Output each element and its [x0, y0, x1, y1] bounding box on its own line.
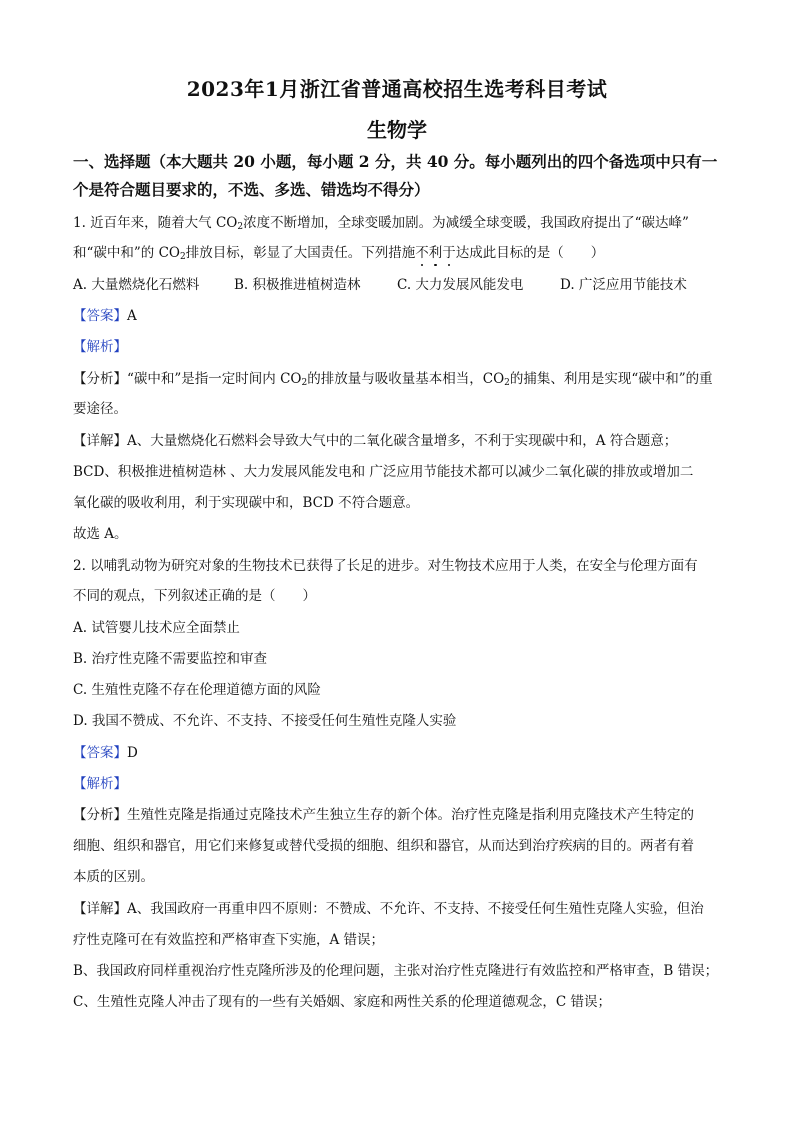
exam-title: 2023年1月浙江省普通高校招生选考科目考试 [186, 77, 608, 101]
q1-stem-text: 和“碳中和”的 CO [73, 245, 180, 261]
subscript: 2 [504, 378, 510, 388]
section-heading-line-2: 个是符合题目要求的，不选、多选、错选均不得分） [73, 180, 430, 199]
q2-stem-line-1: 2. 以哺乳动物为研究对象的生物技术已获得了长足的进步。对生物技术应用于人类，在安全与伦理方面有 [73, 558, 698, 574]
q2-xiangjie-line-4: C、生殖性克隆人冲击了现有的一些有关婚姻、家庭和两性关系的伦理道德观念，C 错误； [73, 994, 611, 1010]
subject-title: 生物学 [367, 118, 427, 142]
q1-conclusion: 故选 A。 [73, 526, 128, 542]
q1-answer [73, 306, 723, 326]
text: A、我国政府一再重申四不原则：不赞成、不允许、不支持、不接受任何生殖性克隆人实验，但治 [127, 901, 704, 917]
q2-answer [73, 743, 723, 763]
text: A、大量燃烧化石燃料会导致大气中的二氧化碳含量增多，不利于实现碳中和，A 符合题意； [127, 433, 678, 449]
q1-stem-text: 浓度不断增加，全球变暖加剧。为减缓全球变暖，我国政府提出了“碳达峰” [243, 215, 689, 231]
text: “碳中和”是指一定时间内 CO [127, 371, 302, 387]
q2-fenxi-line-2: 细胞、组织和器官，用它们来修复或替代受损的细胞、组织和器官，从而达到治疗疾病的目的。两者有着 [73, 838, 694, 854]
q2-fenxi-line-3: 本质的区别。 [73, 869, 154, 885]
q1-xiangjie-line-3: 氧化碳的吸收利用，利于实现碳中和，BCD 不符合题意。 [73, 495, 420, 511]
q1-stem-text: 排放目标，彰显了大国责任。下列措施 [185, 245, 416, 261]
xiangjie-tag: 【详解】 [73, 433, 127, 449]
text: 的排放量与吸收量基本相当，CO [307, 371, 505, 387]
q1-stem-text: 1. 近百年来，随着大气 CO [73, 215, 238, 231]
text: 生殖性克隆是指通过克隆技术产生独立生存的新个体。治疗性克隆是指利用克隆技术产生特定的 [127, 807, 694, 823]
q1-fenxi-line-1 [73, 369, 723, 389]
q1-stem-line-2 [73, 243, 723, 263]
subscript: 2 [301, 378, 308, 388]
q1-xiangjie-line-1 [73, 431, 723, 451]
q2-xiangjie-line-3: B、我国政府同样重视治疗性克隆所涉及的伦理问题，主张对治疗性克隆进行有效监控和严格审查，B 错误； [73, 963, 719, 979]
q1-option-a: A. 大量燃烧化石燃料 [73, 277, 200, 293]
q2-option-a: A. 试管婴儿技术应全面禁止 [73, 620, 240, 636]
q2-option-c: C. 生殖性克隆不存在伦理道德方面的风险 [73, 682, 321, 698]
answer-value: A [127, 308, 137, 324]
subscript: 2 [237, 222, 244, 232]
q2-stem-line-2: 不同的观点，下列叙述正确的是（ ） [73, 588, 316, 604]
xiangjie-tag: 【详解】 [73, 901, 127, 917]
answer-tag: 【答案】 [73, 308, 127, 324]
q1-analysis-tag: 【解析】 [73, 339, 127, 355]
text: 的捕集、利用是实现“碳中和”的重 [509, 371, 713, 387]
fenxi-tag: 【分析】 [73, 371, 127, 387]
subscript: 2 [180, 252, 186, 262]
emphasis-dot-char: 不 [415, 245, 429, 261]
fenxi-tag: 【分析】 [73, 807, 127, 823]
section-heading-line-1: 一、选择题（本大题共 20 小题，每小题 2 分，共 40 分。每小题列出的四个备选项中只有一 [73, 152, 718, 171]
q1-option-b: B. 积极推进植树造林 [234, 277, 361, 293]
q1-option-d: D. 广泛应用节能技术 [560, 277, 687, 293]
q1-fenxi-line-2: 要途径。 [73, 401, 127, 417]
q2-analysis-tag: 【解析】 [73, 776, 127, 792]
q1-option-c: C. 大力发展风能发电 [397, 277, 524, 293]
answer-tag: 【答案】 [73, 745, 127, 761]
q1-stem-line-1 [73, 213, 723, 233]
emphasis-dot-char: 于 [442, 245, 456, 261]
q1-xiangjie-line-2: BCD、积极推进植树造林 、大力发展风能发电和 广泛应用节能技术都可以减少二氧化碳的排放或增加二 [73, 464, 694, 480]
q2-fenxi-line-1 [73, 805, 723, 825]
q2-xiangjie-line-1 [73, 899, 723, 919]
q2-option-d: D. 我国不赞成、不允许、不支持、不接受任何生殖性克隆人实验 [73, 713, 457, 729]
emphasis-dot-char: 利 [428, 245, 443, 261]
q2-xiangjie-line-2: 疗性克隆可在有效监控和严格审查下实施，A 错误； [73, 932, 385, 948]
answer-value: D [127, 745, 138, 761]
q2-option-b: B. 治疗性克隆不需要监控和审查 [73, 651, 268, 667]
q1-stem-text: 达成此目标的是（ ） [455, 245, 605, 261]
